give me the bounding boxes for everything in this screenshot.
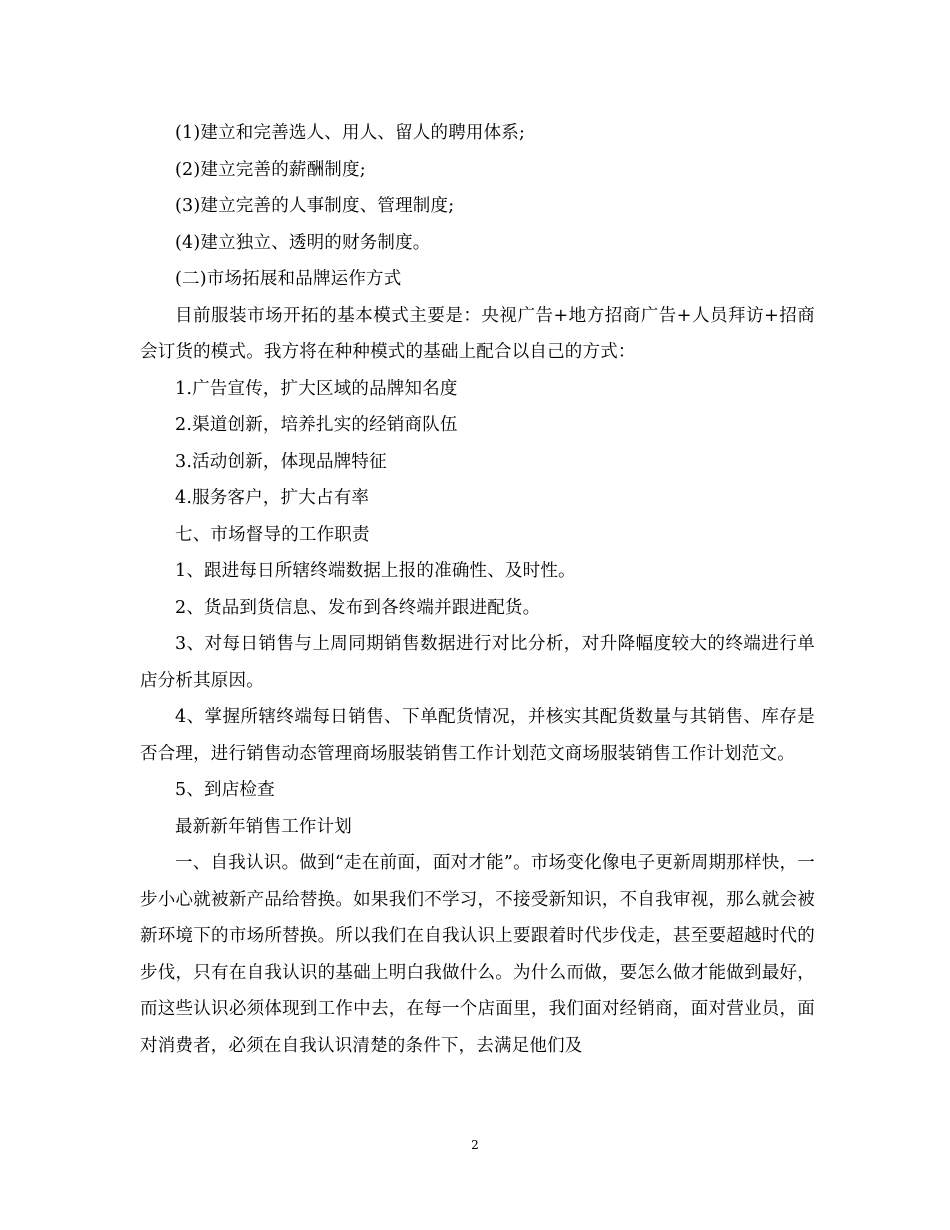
list-item: 1、跟进每日所辖终端数据上报的准确性、及时性。 [175,561,576,581]
page-body [140,115,815,1064]
paragraph: 目前服装市场开拓的基本模式主要是：央视广告+地方招商广告+人员拜访+招商会订货的模式。我方将在种种模式的基础上配合以自己的方式： [140,305,815,362]
list-item: 4.服务客户，扩大占有率 [175,488,370,508]
list-item: 1.广告宣传，扩大区域的品牌知名度 [175,378,458,399]
list-item: 5、到店检查 [175,780,275,800]
list-item: 2、货品到货信息、发布到各终端并跟进配货。 [175,597,541,618]
section-heading: 七、市场督导的工作职责 [175,524,370,545]
list-item: 2.渠道创新，培养扎实的经销商队伍 [175,415,458,435]
list-item: 4、掌握所辖终端每日销售、下单配货情况，并核实其配货数量与其销售、库存是否合理，进行销售动态管理商场服装销售工作计划范文商场服装销售工作计划范文。 [140,707,815,764]
list-item: 3.活动创新，体现品牌特征 [175,451,387,472]
paragraph: (1)建立和完善选人、用人、留人的聘用体系; [175,123,526,143]
list-item: 3、对每日销售与上周同期销售数据进行对比分析，对升降幅度较大的终端进行单店分析其原因。 [140,634,815,691]
paragraph: (4)建立独立、透明的财务制度。 [175,232,431,253]
section-heading: (二)市场拓展和品牌运作方式 [175,269,402,289]
page-number: 2 [471,1138,479,1152]
paragraph: (3)建立完善的人事制度、管理制度; [175,196,455,216]
paragraph: (2)建立完善的薪酬制度; [175,159,366,180]
paragraph: 一、自我认识。做到“走在前面，面对才能”。市场变化像电子更新周期那样快，一步小心就被新产品给替换。如果我们不学习，不接受新知识，不自我审视，那么就会被新环境下的市场所替换。所以我们在自我认识上要跟着时代步伐走，甚至要超越时代的步伐，只有在自我认识的基础上明白我做什么。为什么而做，要怎么做才能做到最好，而这些认识必须体现到工作中去，在每一个店面里，我们面对经销商，面对营业员，面对消费者，必须在自我认识清楚的条件下，去满足他们及 [140,853,815,1056]
section-heading: 最新新年销售工作计划 [175,816,352,837]
